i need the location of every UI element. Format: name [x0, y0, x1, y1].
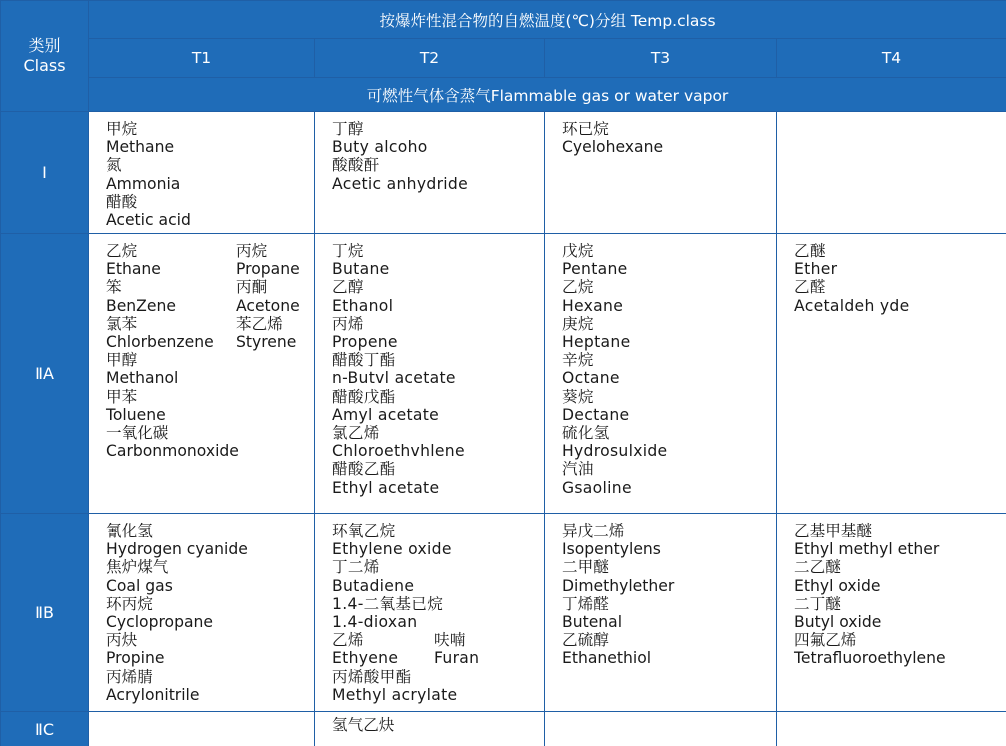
table-title: 按爆炸性混合物的自燃温度(℃)分组 Temp.class — [89, 1, 1006, 39]
substance-name: Cyelohexane — [562, 138, 664, 157]
cell-iic-t3 — [545, 712, 777, 746]
cell-iia-t3 — [545, 234, 777, 514]
substance-name: Propane — [236, 260, 300, 279]
substance-name: 氰化氢 — [106, 522, 153, 540]
substance-name: 丙酮 — [236, 278, 268, 297]
substance-name: 乙烷 — [562, 278, 594, 297]
substance-name: Butane — [332, 260, 390, 279]
substance-name: 苯乙烯 — [236, 314, 283, 333]
substance-name: Dectane — [562, 405, 630, 424]
substance-name: Gsaoline — [562, 478, 632, 497]
substance-name: 汽油 — [562, 460, 594, 479]
t2-pair-en — [332, 649, 544, 667]
substance-name: Propene — [332, 333, 398, 352]
temp-class-t3: T3 — [545, 39, 777, 78]
substance-name: 葵烷 — [562, 387, 594, 406]
cell-iia-t1 — [89, 234, 315, 514]
substance-name: 醋酸戊酯 — [332, 387, 396, 406]
substance-name: Ethyl acetate — [332, 478, 440, 497]
substance-name: Hydrogen cyanide — [106, 540, 248, 559]
substance-name: 庚烷 — [562, 314, 594, 333]
substance-name: n-Butvl acetate — [332, 369, 456, 388]
substance-name: 环丙烷 — [106, 594, 153, 613]
class-label-en: Class — [23, 56, 66, 75]
substance-name: Ethane — [106, 260, 161, 279]
ethylene-en: Ethyene — [332, 649, 399, 668]
substance-name: 丙烯 — [332, 314, 364, 333]
substance-name: Isopentylens — [562, 540, 661, 559]
substance-name: 二甲醚 — [562, 558, 609, 577]
substance-name: 环氧乙烷 — [332, 522, 396, 540]
substance-name: Amyl acetate — [332, 405, 440, 424]
substance-name: 氯苯 — [106, 314, 138, 333]
substance-name: 硫化氢 — [562, 424, 610, 443]
substance-name: Styrene — [236, 333, 297, 352]
cell-iic-t1 — [89, 712, 315, 746]
substance-name: Chlorbenzene — [106, 333, 214, 352]
cell-iib-t1 — [89, 514, 315, 712]
substance-name: 乙醛 — [794, 278, 826, 297]
furan-en: Furan — [434, 649, 480, 668]
substance-name: 乙硫醇 — [562, 631, 609, 650]
substance-name: 丁烷 — [332, 242, 364, 260]
substance-name: 1.4-二氧基已烷 — [332, 594, 444, 613]
substance-name: 丙烷 — [236, 242, 268, 260]
substance-name: 醋酸乙酯 — [332, 460, 396, 479]
cell-i-t4 — [777, 112, 1006, 234]
substance-name: 二乙醚 — [794, 558, 841, 577]
substance-name: Ethylene oxide — [332, 540, 452, 559]
substance-name: Chloroethvhlene — [332, 442, 465, 461]
substance-name: Hexane — [562, 296, 624, 315]
substance-name: 乙醇 — [332, 278, 364, 297]
substance-name: Acetone — [236, 296, 300, 315]
cell-i-t1 — [89, 112, 315, 234]
substance-name: 戊烷 — [562, 242, 594, 260]
substance-name: 笨 — [106, 278, 122, 297]
furan-cn: 呋喃 — [434, 631, 466, 650]
class-iic-label: ⅡC — [1, 712, 89, 746]
substance-name: Methanol — [106, 369, 179, 388]
substance-name: Toluene — [106, 405, 166, 424]
substance-name: Ethyl oxide — [794, 576, 881, 595]
substance-name: Butadiene — [332, 576, 415, 595]
substance-name: 氢气乙炔 — [332, 716, 395, 734]
temp-class-t1: T1 — [89, 39, 315, 78]
substance-name: Dimethylether — [562, 576, 675, 595]
substance-name: 异戊二烯 — [562, 522, 625, 540]
substance-name: Butenal — [562, 613, 623, 632]
cell-iib-t3 — [545, 514, 777, 712]
substance-name: Ether — [794, 260, 838, 279]
substance-name: 1.4-dioxan — [332, 613, 418, 632]
substance-name: Acetic acid — [106, 211, 191, 230]
substance-name: Methyl acrylate — [332, 685, 458, 704]
substance-name: 丁醇 — [332, 120, 364, 138]
substance-name: 酸酸酐 — [332, 156, 380, 175]
substance-name: 丙烯腈 — [106, 667, 153, 686]
substance-name: 氮 — [106, 156, 122, 175]
cell-iib-t4 — [777, 514, 1006, 712]
substance-name: Octane — [562, 369, 620, 388]
table-subtitle: 可燃性气体含蒸气Flammable gas or water vapor — [89, 78, 1006, 112]
class-i-label: I — [1, 112, 89, 234]
substance-name: 甲烷 — [106, 120, 138, 138]
substance-name: 醋酸丁酯 — [332, 351, 396, 370]
substance-name: 氯乙烯 — [332, 424, 380, 443]
ethylene-cn: 乙烯 — [332, 631, 364, 650]
substance-name: 二丁醚 — [794, 594, 841, 613]
cell-iic-t2 — [315, 712, 545, 746]
substance-name: Methane — [106, 138, 175, 157]
substance-name: Acetic anhydride — [332, 174, 469, 193]
substance-name: Hydrosulxide — [562, 442, 668, 461]
substance-name: 丙炔 — [106, 631, 138, 650]
substance-name: Carbonmonoxide — [106, 442, 239, 461]
substance-name: 丁二烯 — [332, 558, 380, 577]
substance-name: 四氟乙烯 — [794, 631, 857, 650]
substance-name: 焦炉煤气 — [106, 558, 169, 577]
substance-name: Ethyl methyl ether — [794, 540, 940, 559]
substance-name: Cyclopropane — [106, 613, 214, 632]
temp-class-t4: T4 — [777, 39, 1006, 78]
t2-pair-cn — [332, 631, 544, 649]
substance-name: Acetaldeh yde — [794, 296, 910, 315]
temp-class-t2: T2 — [315, 39, 545, 78]
cell-iia-t2 — [315, 234, 545, 514]
substance-name: 甲苯 — [106, 387, 138, 406]
class-label-cn: 类别 — [28, 36, 61, 55]
substance-name: Ethanethiol — [562, 649, 652, 668]
substance-name: Ethanol — [332, 296, 394, 315]
substance-name: 乙烷 — [106, 242, 138, 260]
cell-i-t3 — [545, 112, 777, 234]
class-iia-label: ⅡA — [1, 234, 89, 514]
substance-name: 乙醚 — [794, 242, 826, 260]
cell-iia-t4 — [777, 234, 1006, 514]
substance-name: 丁烯醛 — [562, 594, 609, 613]
substance-name: 辛烷 — [562, 351, 594, 370]
substance-name: 醋酸 — [106, 192, 138, 211]
cell-iib-t2 — [315, 514, 545, 712]
substance-name: Pentane — [562, 260, 628, 279]
substance-name: Ammonia — [106, 174, 181, 193]
substance-name: 甲醇 — [106, 351, 138, 370]
substance-name: 环已烷 — [562, 120, 609, 138]
substance-name: 丙烯酸甲酯 — [332, 667, 412, 686]
class-header — [1, 1, 89, 112]
cell-i-t2 — [315, 112, 545, 234]
substance-name: Tetrafluoroethylene — [794, 649, 946, 668]
class-iib-label: ⅡB — [1, 514, 89, 712]
substance-name: 乙基甲基醚 — [794, 522, 872, 540]
substance-name: Propine — [106, 649, 165, 668]
cell-iic-t4 — [777, 712, 1006, 746]
substance-name: Acrylonitrile — [106, 685, 200, 704]
substance-name: Coal gas — [106, 576, 173, 595]
substance-name: Heptane — [562, 333, 631, 352]
substance-name: Buty alcoho — [332, 138, 428, 157]
substance-name: BenZene — [106, 296, 176, 315]
substance-name: Butyl oxide — [794, 613, 882, 632]
substance-name: 一氧化碳 — [106, 424, 169, 443]
